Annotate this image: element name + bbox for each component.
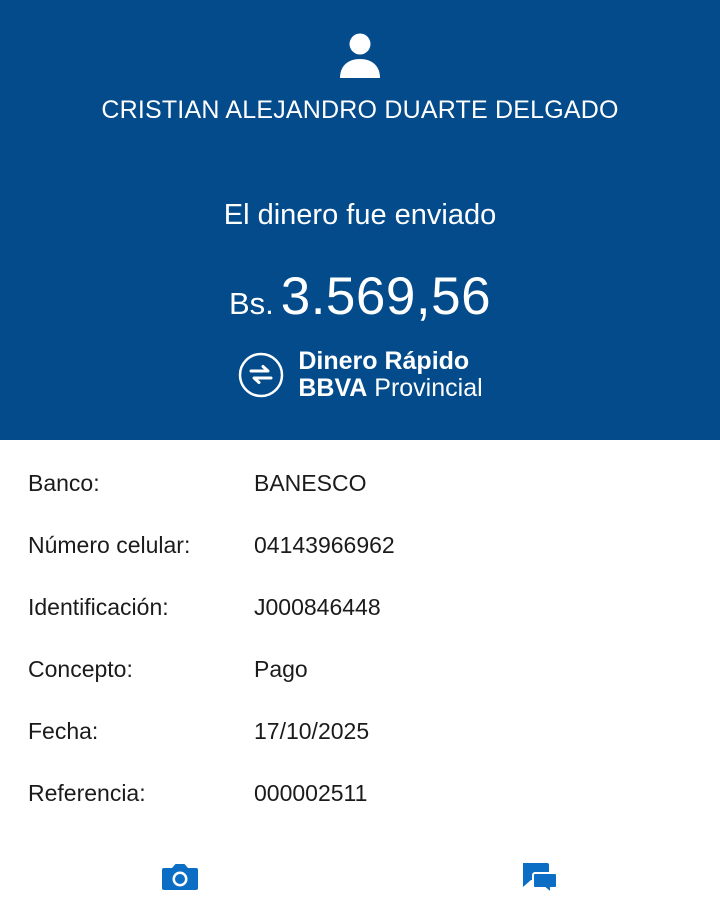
detail-value: Pago <box>254 655 308 682</box>
currency-symbol: Bs. <box>228 286 274 321</box>
brand-bbva: BBVA <box>298 373 368 402</box>
detail-row-concepto <box>0 656 720 718</box>
person-icon <box>333 28 387 82</box>
detail-label: Concepto: <box>28 655 133 682</box>
detail-label: Fecha: <box>28 717 99 744</box>
account-holder-name: CRISTIAN ALEJANDRO DUARTE DELGADO <box>101 96 619 124</box>
amount-display <box>229 266 491 327</box>
brand-lockup <box>0 348 720 402</box>
brand-provincial: Provincial <box>374 373 483 402</box>
screenshot-button[interactable] <box>0 861 360 893</box>
exchange-arrows-icon <box>237 351 285 399</box>
detail-row-identificacion <box>0 594 720 656</box>
brand-line-primary: Dinero Rápido <box>298 346 470 375</box>
action-bar <box>0 842 720 913</box>
receipt-header <box>0 0 720 440</box>
detail-row-numero-celular <box>0 532 720 594</box>
detail-label: Banco: <box>28 469 100 496</box>
detail-row-fecha <box>0 718 720 780</box>
detail-value: 17/10/2025 <box>254 717 370 744</box>
share-chat-button[interactable] <box>360 861 720 893</box>
detail-row-banco <box>0 470 720 532</box>
detail-label: Identificación: <box>28 593 169 620</box>
detail-value: BANESCO <box>254 469 367 496</box>
detail-value: J000846448 <box>254 593 381 620</box>
receipt-details <box>0 440 720 842</box>
transfer-status-text: El dinero fue enviado <box>223 199 497 231</box>
detail-value: 04143966962 <box>254 531 395 558</box>
brand-text <box>298 348 482 402</box>
detail-value: 000002511 <box>254 779 368 806</box>
brand-line-secondary <box>298 375 482 402</box>
detail-row-referencia <box>0 780 720 842</box>
amount-value: 3.569,56 <box>280 267 492 326</box>
detail-label: Referencia: <box>28 779 146 806</box>
chat-bubbles-icon <box>521 861 559 893</box>
camera-icon <box>161 861 199 893</box>
detail-label: Número celular: <box>28 531 191 558</box>
